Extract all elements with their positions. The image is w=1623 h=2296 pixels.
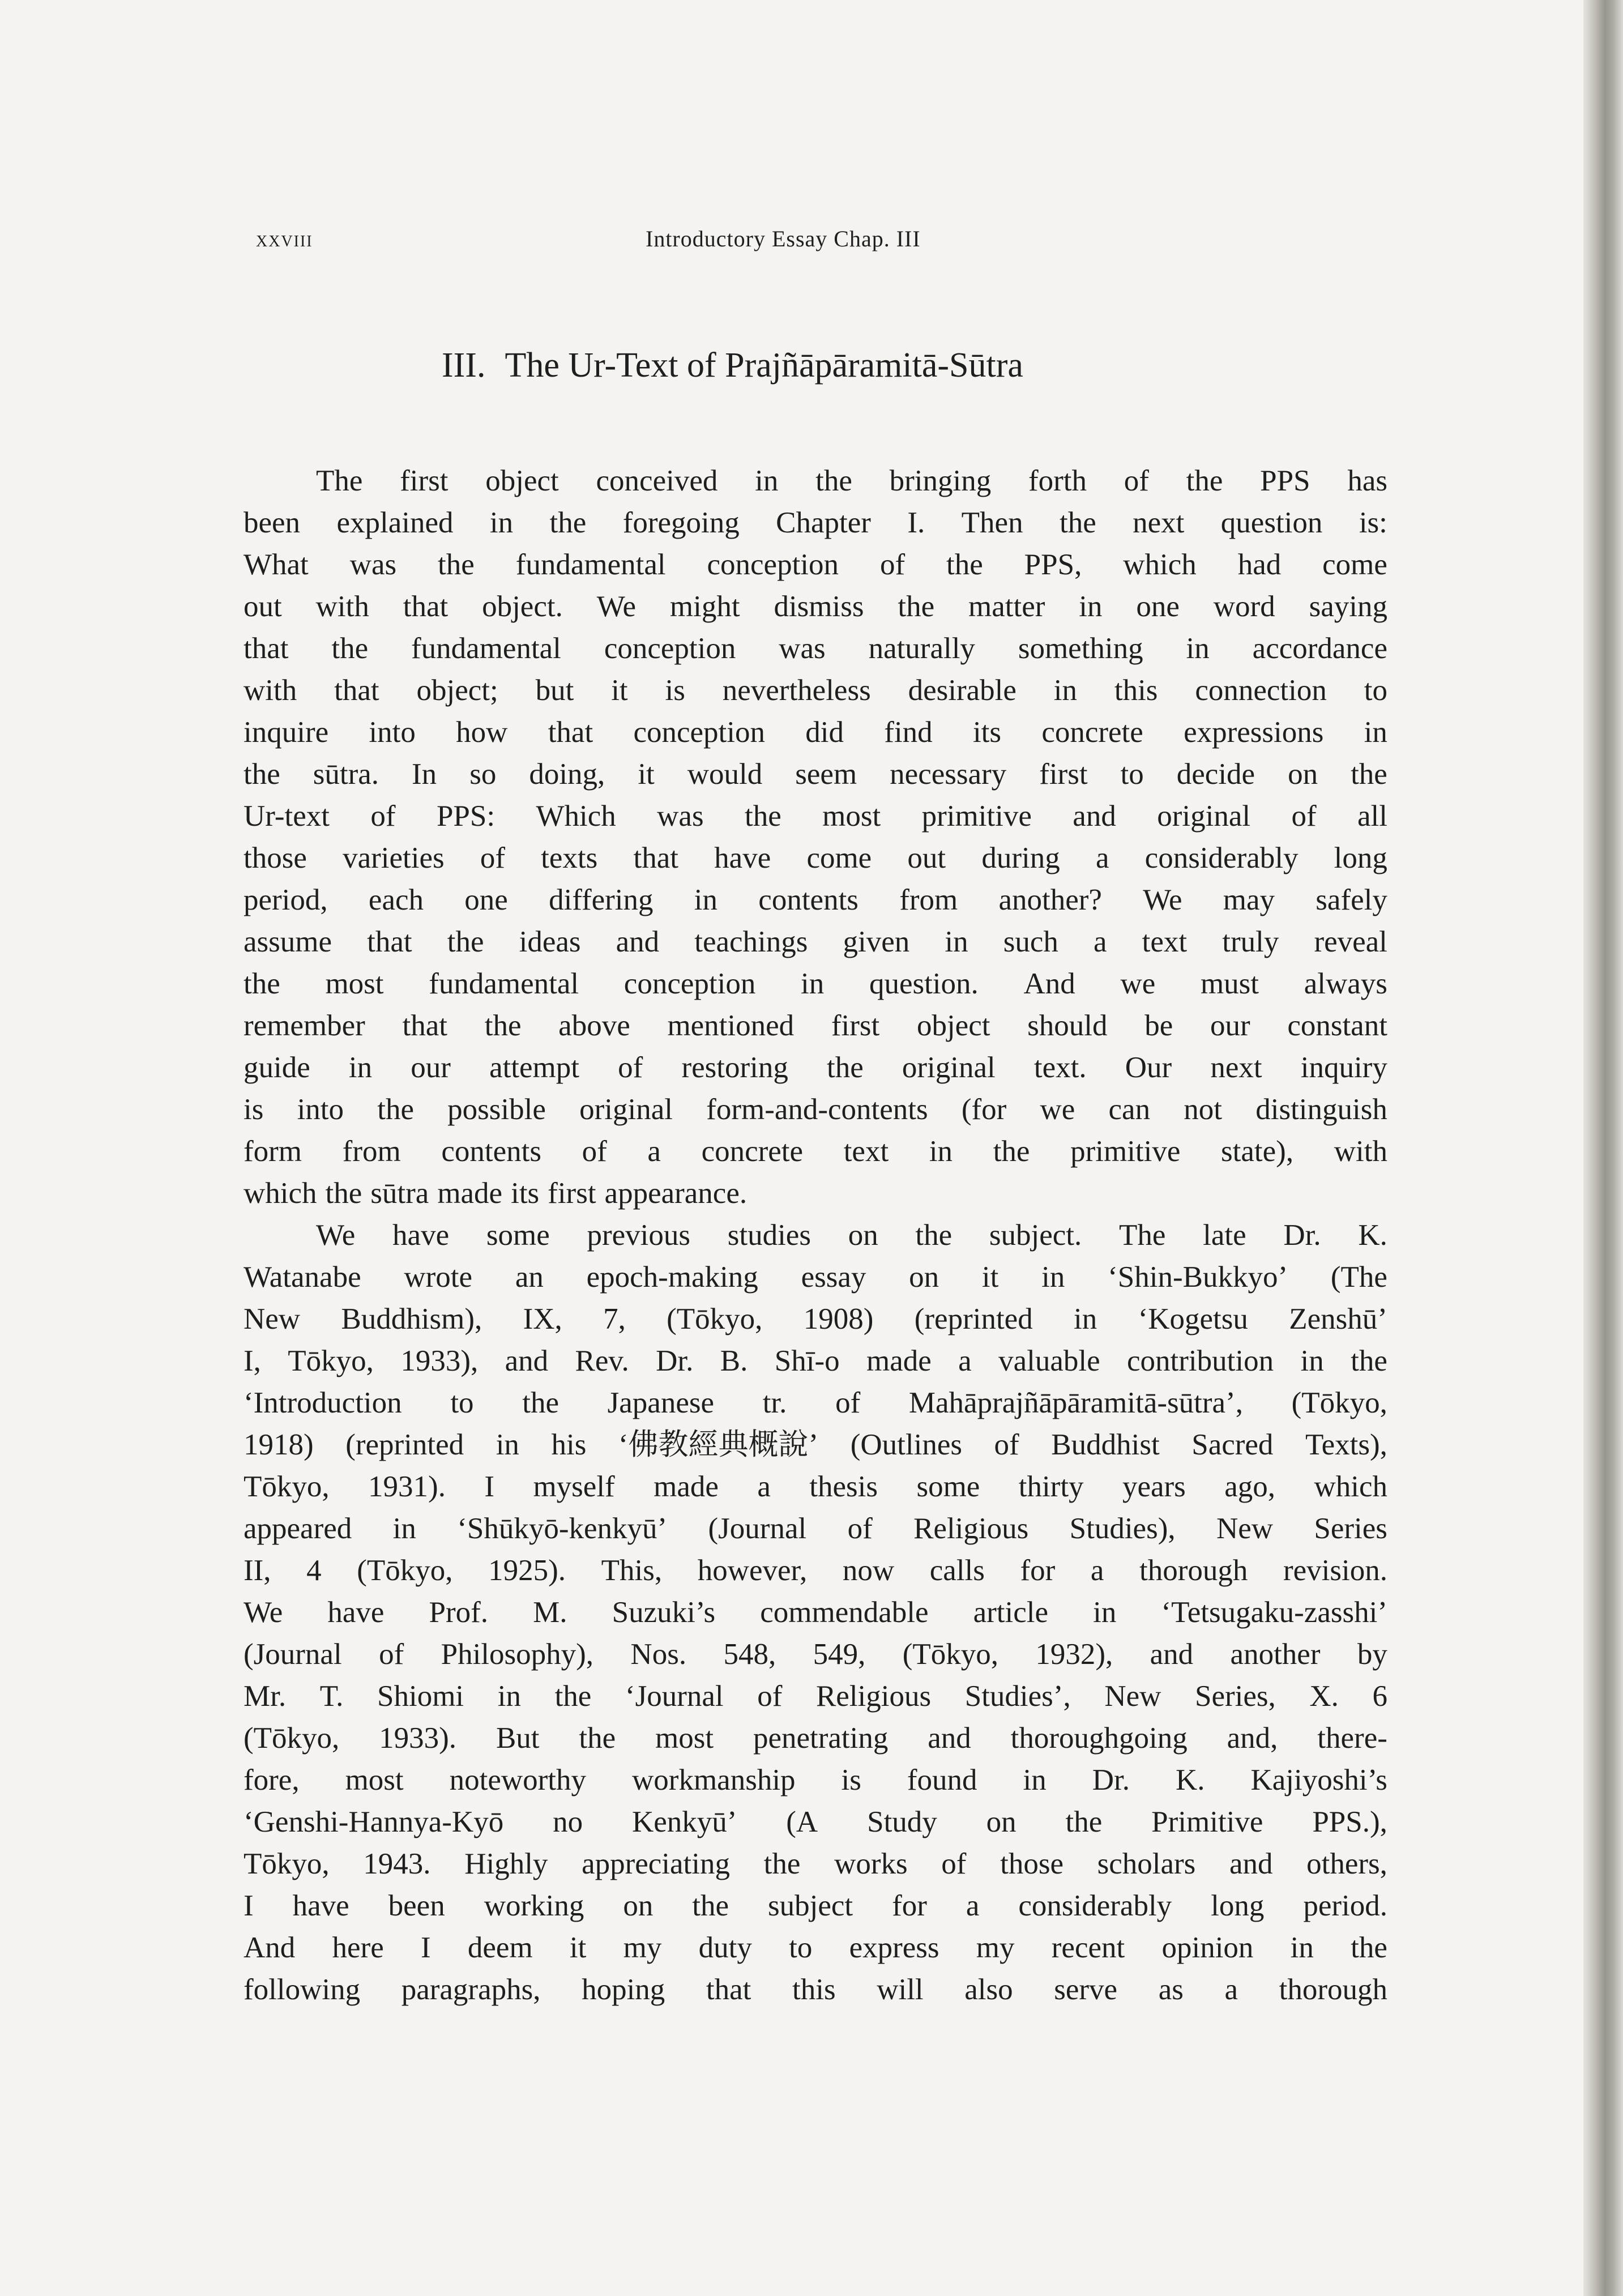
text-line: I, Tōkyo, 1933), and Rev. Dr. B. Shī-o made a valuable contribution in the — [244, 1345, 1387, 1377]
text-line: The first object conceived in the bringing forth of the PPS has — [316, 464, 1387, 497]
text-line: out with that object. We might dismiss the matter in one word saying — [244, 590, 1387, 623]
text-line: We have Prof. M. Suzuki’s commendable article in ‘Tetsugaku-zasshi’ — [244, 1596, 1387, 1629]
text-line: I have been working on the subject for a considerably long period. — [244, 1889, 1387, 1922]
text-line: We have some previous studies on the subject. The late Dr. K. — [316, 1219, 1387, 1252]
text-line: (Tōkyo, 1933). But the most penetrating and thoroughgoing and, there- — [244, 1722, 1387, 1755]
text-line: Tōkyo, 1931). I myself made a thesis some thirty years ago, which — [244, 1470, 1387, 1503]
text-line: which the sūtra made its first appearance. — [244, 1177, 748, 1210]
text-line: that the fundamental conception was naturally something in accordance — [244, 632, 1387, 665]
text-line: Tōkyo, 1943. Highly appreciating the works of those scholars and others, — [244, 1847, 1387, 1880]
text-line: Mr. T. Shiomi in the ‘Journal of Religious Studies’, New Series, X. 6 — [244, 1680, 1387, 1713]
body-text — [244, 460, 1387, 2011]
text-line: assume that the ideas and teachings given in such a text truly reveal — [244, 925, 1387, 958]
text-line: with that object; but it is nevertheless desirable in this connection to — [244, 674, 1387, 707]
text-line: New Buddhism), IX, 7, (Tōkyo, 1908) (reprinted in ‘Kogetsu Zenshū’ — [244, 1303, 1387, 1335]
text-line: following paragraphs, hoping that this will also serve as a thorough — [244, 1973, 1387, 2006]
paragraph — [244, 460, 1387, 1214]
text-line: the most fundamental conception in question. And we must always — [244, 967, 1387, 1000]
text-line: inquire into how that conception did find its concrete expressions in — [244, 716, 1387, 749]
text-line: 1918) (reprinted in his ‘佛教經典概說’ (Outlines of Buddhist Sacred Texts), — [244, 1428, 1387, 1461]
chapter-title: The Ur-Text of Prajñāpāramitā-Sūtra — [505, 346, 1023, 385]
chapter-number: III. — [442, 346, 486, 385]
binding-edge-shadow — [1583, 0, 1623, 2296]
text-line: remember that the above mentioned first object should be our constant — [244, 1009, 1387, 1042]
text-line: the sūtra. In so doing, it would seem necessary first to decide on the — [244, 758, 1387, 791]
text-line: Watanabe wrote an epoch-making essay on it in ‘Shin-Bukkyo’ (The — [244, 1261, 1387, 1294]
text-line: is into the possible original form-and-contents (for we can not distinguish — [244, 1093, 1387, 1126]
text-line: been explained in the foregoing Chapter I. Then the next question is: — [244, 506, 1387, 539]
chapter-heading — [442, 345, 1235, 386]
text-line: fore, most noteworthy workmanship is found in Dr. K. Kajiyoshi’s — [244, 1764, 1387, 1796]
paragraph — [244, 1214, 1387, 2011]
text-line: form from contents of a concrete text in the primitive state), with — [244, 1135, 1387, 1168]
text-line: appeared in ‘Shūkyō-kenkyū’ (Journal of Religious Studies), New Series — [244, 1512, 1387, 1545]
text-line: period, each one differing in contents from another? We may safely — [244, 884, 1387, 916]
text-line: And here I deem it my duty to express my recent opinion in the — [244, 1931, 1387, 1964]
text-line: ‘Genshi-Hannya-Kyō no Kenkyū’ (A Study on the Primitive PPS.), — [244, 1806, 1387, 1838]
page-number: xxviii — [256, 226, 313, 251]
text-line: (Journal of Philosophy), Nos. 548, 549, (Tōkyo, 1932), and another by — [244, 1638, 1387, 1671]
text-line: guide in our attempt of restoring the original text. Our next inquiry — [244, 1051, 1387, 1084]
text-line: those varieties of texts that have come out during a considerably long — [244, 842, 1387, 874]
text-line: What was the fundamental conception of the PPS, which had come — [244, 548, 1387, 581]
text-line: II, 4 (Tōkyo, 1925). This, however, now calls for a thorough revision. — [244, 1554, 1387, 1587]
text-line: ‘Introduction to the Japanese tr. of Mahāprajñāpāramitā-sūtra’, (Tōkyo, — [244, 1386, 1387, 1419]
running-head-title: Introductory Essay Chap. III — [646, 226, 921, 251]
running-head — [256, 225, 998, 265]
text-line: Ur-text of PPS: Which was the most primitive and original of all — [244, 800, 1387, 833]
